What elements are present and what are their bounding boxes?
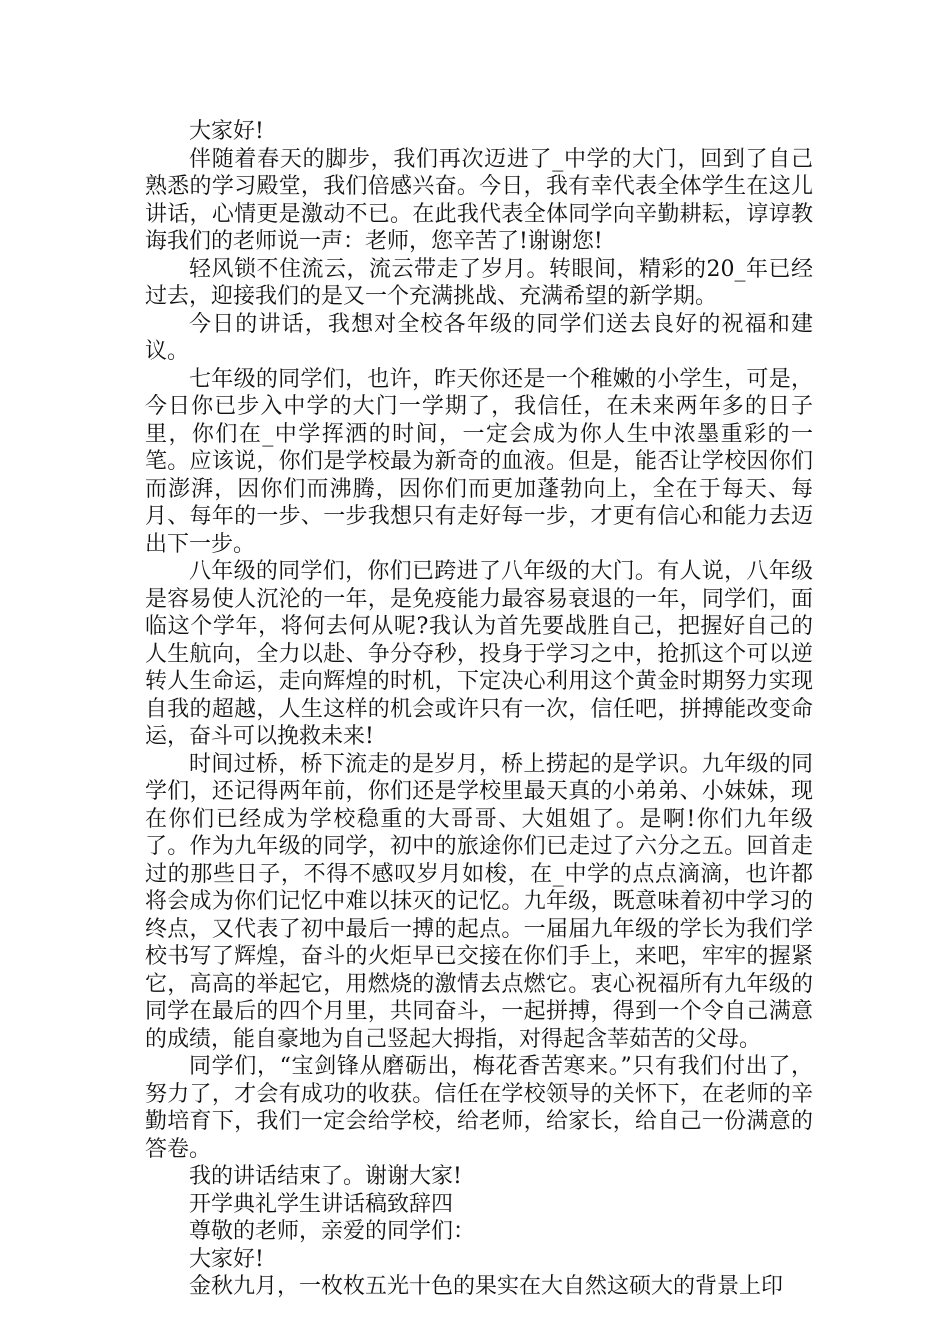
closing-paragraph: 同学们，“宝剑锋从磨砺出，梅花香苦寒来。”只有我们付出了，努力了，才会有成功的收获。信任在学校领导的关怀下，在老师的辛勤培育下，我们一定会给学校，给老师，给家长，给自己一份满意的答卷。 xyxy=(145,1054,813,1162)
document-body xyxy=(145,118,813,1301)
autumn-paragraph: 金秋九月，一枚枚五光十色的果实在大自然这硕大的背景上印 xyxy=(189,1274,784,1299)
new-semester-paragraph: 轻风锁不住流云，流云带走了岁月。转眼间，精彩的20_年已经过去，迎接我们的是又一个充满挑战、充满希望的新学期。 xyxy=(145,256,813,309)
speech-four-heading: 开学典礼学生讲话稿致辞四 xyxy=(189,1191,454,1217)
grade-eight-paragraph: 八年级的同学们，你们已跨进了八年级的大门。有人说，八年级是容易使人沉沦的一年，是免疫能力最容易衰退的一年，同学们，面临这个学年，将何去何从呢?我认为首先要战胜自己，把握好自己的人生航向，全力以赴、争分夺秒，投身于学习之中，抢抓这个可以逆转人生命运，走向辉煌的时机，下定决心利用这个黄金时期努力实现自我的超越，人生这样的机会或许只有一次，信任吧，拼搏能改变命运，奋斗可以挽救未来! xyxy=(145,559,813,749)
grade-nine-paragraph: 时间过桥，桥下流走的是岁月，桥上捞起的是学识。九年级的同学们，还记得两年前，你们还是学校里最天真的小弟弟、小妹妹，现在你们已经成为学校稳重的大哥哥、大姐姐了。是啊!你们九年级了。作为九年级的同学，初中的旅途你们已走过了六分之五。回首走过的那些日子，不得不感叹岁月如梭，在_中学的点点滴滴，也许都将会成为你们记忆中难以抹灭的记忆。九年级，既意味着初中学习的终点，又代表了初中最后一搏的起点。一届届九年级的学长为我们学校书写了辉煌，奋斗的火炬早已交接在你们手上，来吧，牢牢的握紧它，高高的举起它，用燃烧的激情去点燃它。衷心祝福所有九年级的同学在最后的四个月里，共同奋斗，一起拼搏，得到一个令自己满意的成绩，能自豪地为自己竖起大拇指，对得起含莘茹苦的父母。 xyxy=(145,751,813,1052)
opening-paragraph: 伴随着春天的脚步，我们再次迈进了_中学的大门，回到了自己熟悉的学习殿堂，我们倍感兴奋。今日，我有幸代表全体学生在这儿讲话，心情更是激动不已。在此我代表全体同学向辛勤耕耘，谆谆教诲我们的老师说一声：老师，您辛苦了!谢谢您! xyxy=(145,146,813,254)
grade-seven-paragraph: 七年级的同学们，也许，昨天你还是一个稚嫩的小学生，可是，今日你已步入中学的大门一学期了，我信任，在未来两年多的日子里，你们在_中学挥洒的时间，一定会成为你人生中浓墨重彩的一笔。应该说，你们是学校最为新奇的血液。但是，能否让学校因你们而澎湃，因你们而沸腾，因你们而更加蓬勃向上，全在于每天、每月、每年的一步、一步我想只有走好每一步，才更有信心和能力去迈出下一步。 xyxy=(145,366,813,557)
greeting-paragraph-2: 大家好! xyxy=(189,1246,264,1272)
thanks-paragraph: 我的讲话结束了。谢谢大家! xyxy=(189,1164,462,1189)
salutation-paragraph: 尊敬的老师，亲爱的同学们： xyxy=(189,1219,476,1244)
greeting-paragraph: 大家好! xyxy=(189,119,264,144)
blessings-intro-paragraph: 今日的讲话，我想对全校各年级的同学们送去良好的祝福和建议。 xyxy=(145,311,813,364)
